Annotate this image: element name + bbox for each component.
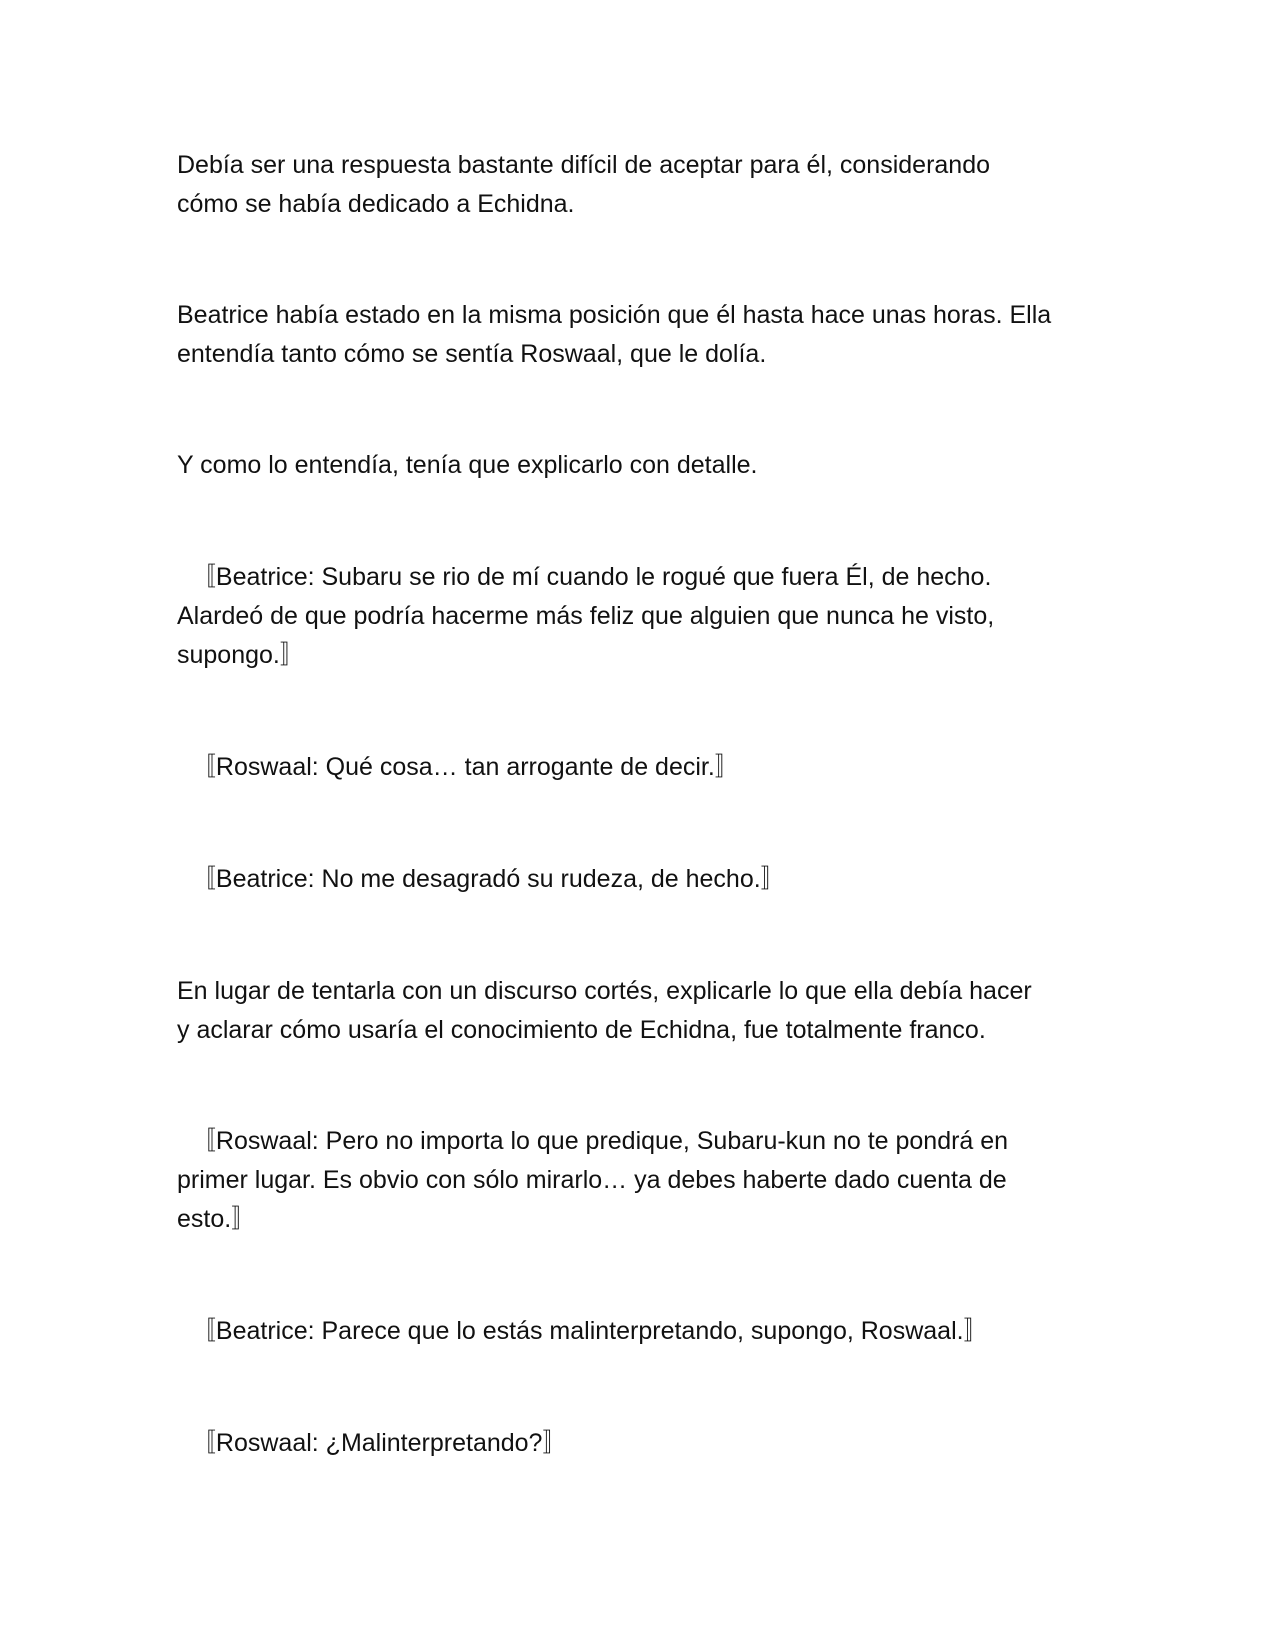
narration-paragraph: Y como lo entendía, tenía que explicarlo con detalle. xyxy=(177,451,758,479)
narration-paragraph: En lugar de tentarla con un discurso cortés, explicarle lo que ella debía hacer y aclarar cómo usaría el conocimiento de Echidna, fue totalmente franco. xyxy=(177,977,1032,1044)
dialogue-line-beatrice: 〚Beatrice: Subaru se rio de mí cuando le rogué que fuera Él, de hecho. Alardeó de que podría hacerme más feliz que alguien que nunca he visto, supongo.〛 xyxy=(177,563,995,669)
narration-paragraph: Beatrice había estado en la misma posición que él hasta hace unas horas. Ella entendía tanto cómo se sentía Roswaal, que le dolía. xyxy=(177,301,1052,368)
dialogue-line-roswaal: 〚Roswaal: Qué cosa… tan arrogante de decir.〛 xyxy=(177,753,740,781)
narration-paragraph: Debía ser una respuesta bastante difícil de aceptar para él, considerando cómo se había dedicado a Echidna. xyxy=(177,151,991,218)
dialogue-line-beatrice: 〚Beatrice: Parece que lo estás malinterpretando, supongo, Roswaal.〛 xyxy=(177,1317,989,1345)
dialogue-line-roswaal: 〚Roswaal: Pero no importa lo que predique, Subaru-kun no te pondrá en primer lugar. Es obvio con sólo mirarlo… ya debes haberte dado cuenta de esto.〛 xyxy=(177,1127,1009,1233)
dialogue-line-roswaal: 〚Roswaal: ¿Malinterpretando?〛 xyxy=(177,1429,568,1457)
dialogue-line-beatrice: 〚Beatrice: No me desagradó su rudeza, de hecho.〛 xyxy=(177,865,786,893)
